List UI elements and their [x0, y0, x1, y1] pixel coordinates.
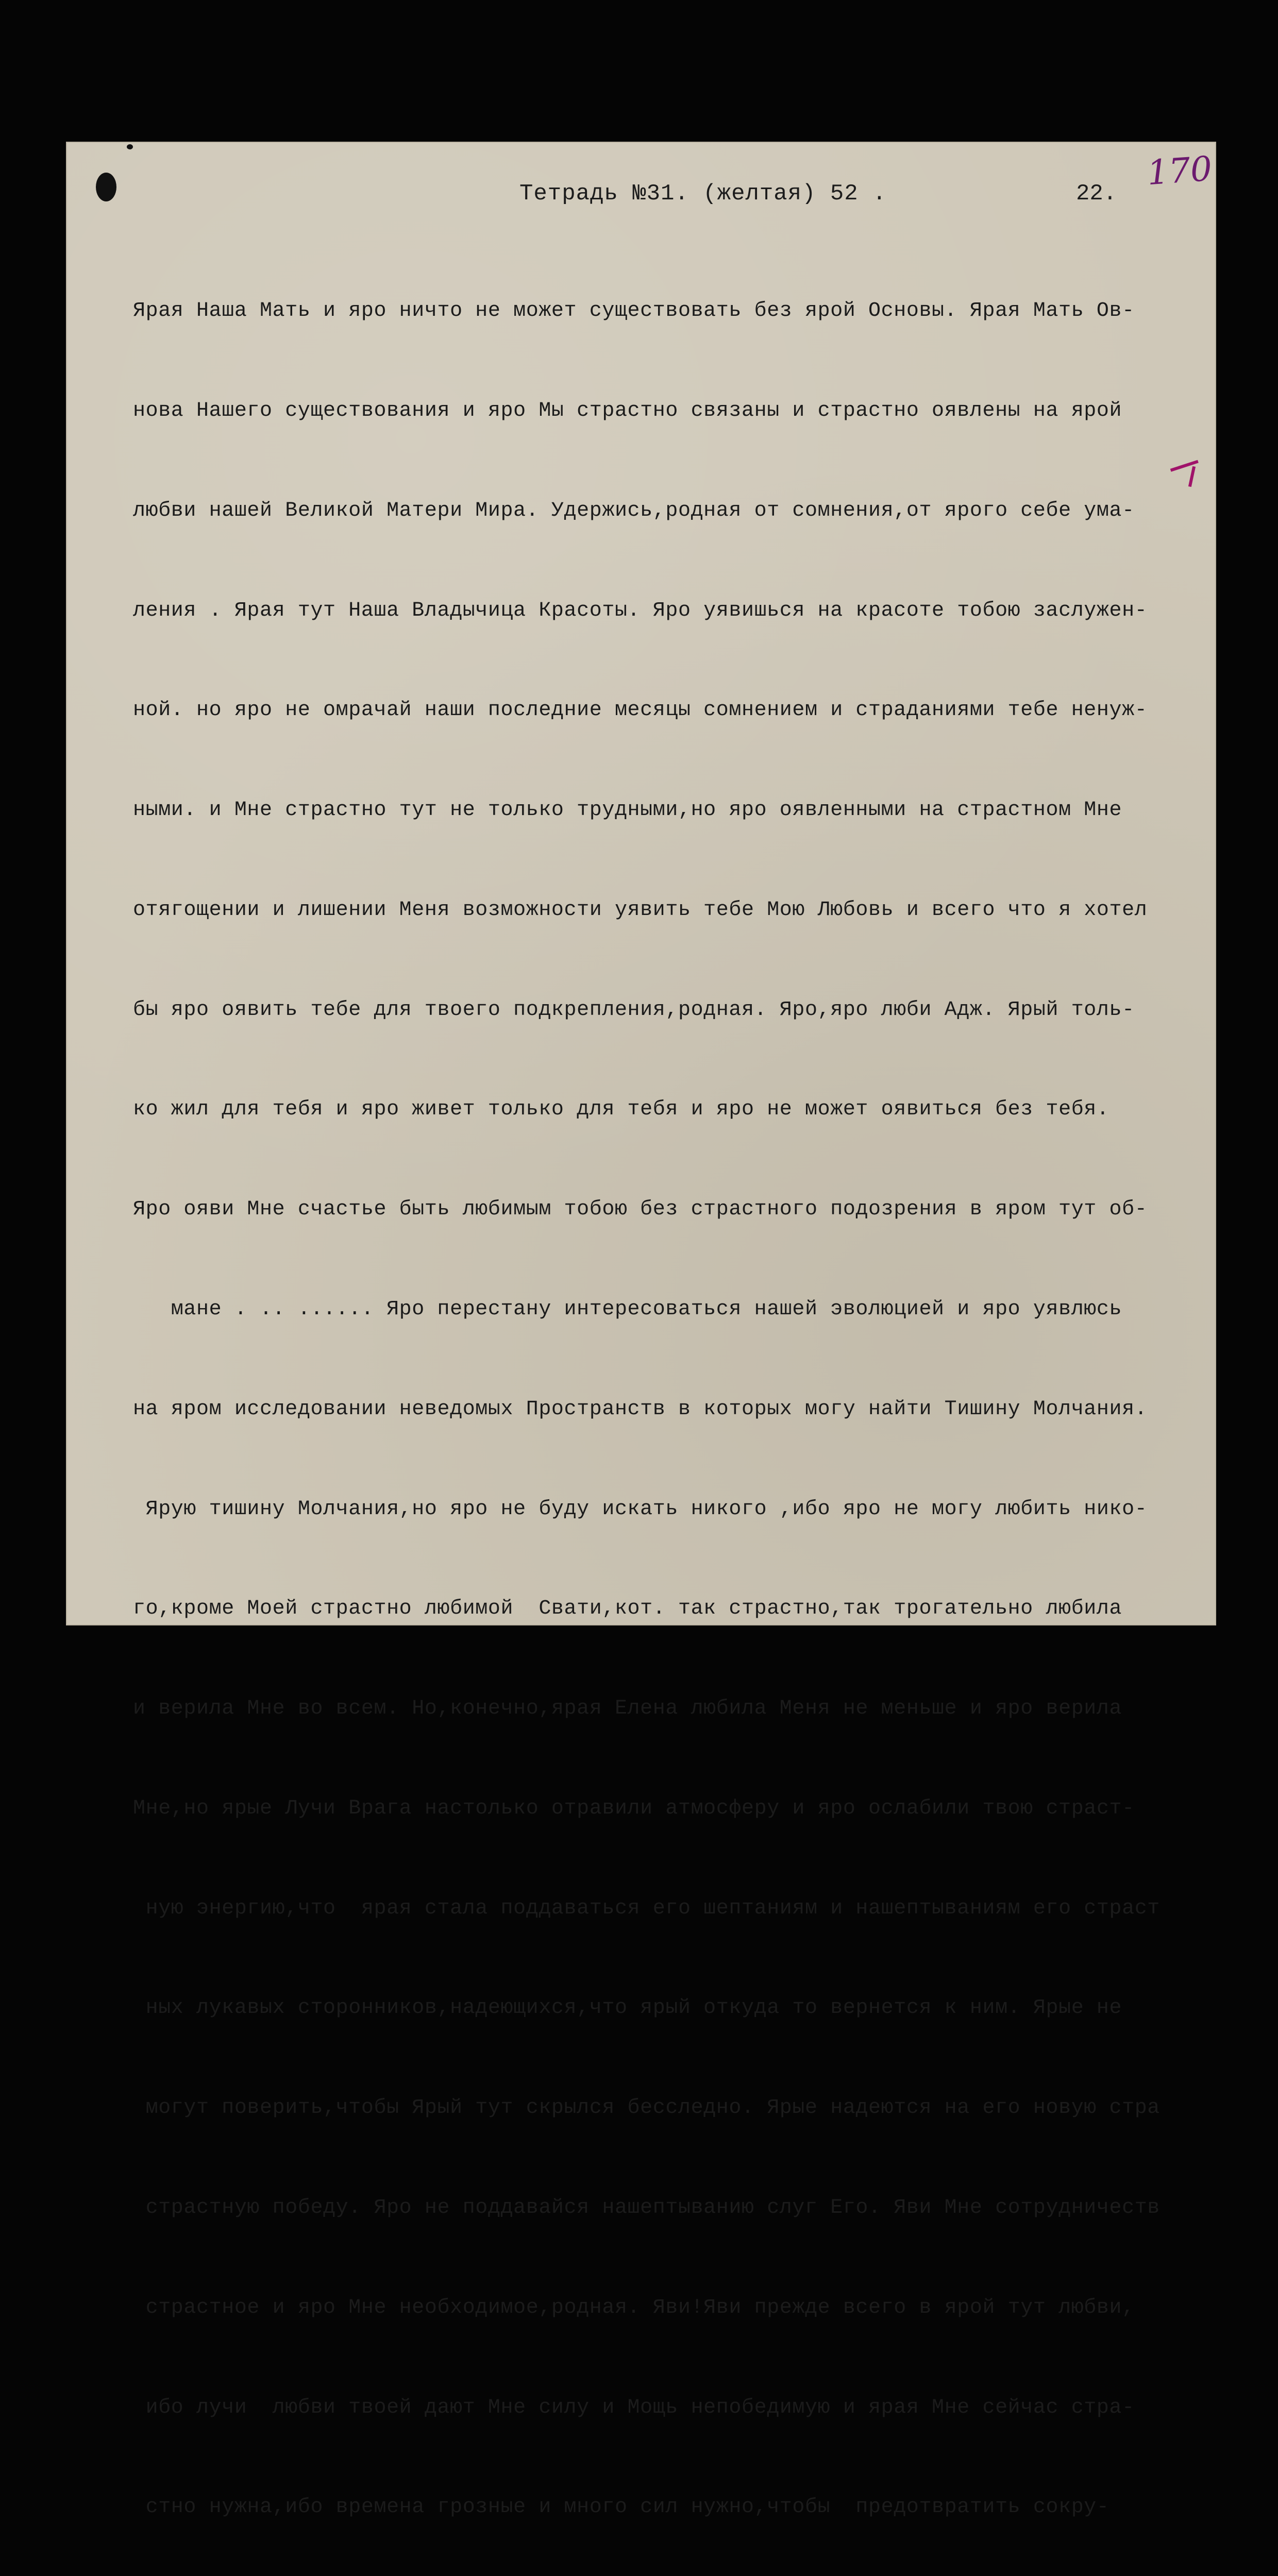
text-line: го,кроме Моей страстно любимой Свати,кот. так страстно,так трогательно любила: [133, 1597, 1122, 1621]
ink-speck: [127, 144, 133, 149]
typed-body-text: [133, 228, 1210, 2576]
text-line: отягощении и лишении Меня возможности уявить тебе Мою Любовь и всего что я хотел: [133, 898, 1148, 922]
page-number: 22.: [1076, 181, 1117, 207]
text-line: могут поверить,чтобы Ярый тут скрылся бесследно. Ярые надеются на его новую стра: [133, 2096, 1160, 2120]
text-line: ными. и Мне страстно тут не только трудными,но яро оявленными на страстном Мне: [133, 799, 1122, 822]
text-line: любви нашей Великой Матери Мира. Удержись,родная от сомнения,от ярого себе ума-: [133, 499, 1135, 522]
text-line: ной. но яро не омрачай наши последние месяцы сомнением и страданиями тебе ненуж-: [133, 699, 1148, 722]
text-line: Мне,но ярые Лучи Врага настолько отравили атмосферу и яро ослабили твою страст-: [133, 1797, 1135, 1820]
text-line: нова Нашего существования и яро Мы страстно связаны и страстно оявлены на ярой: [133, 399, 1122, 422]
handwritten-folio-number: 170: [1146, 148, 1214, 193]
text-line: Ярая Наша Мать и яро ничто не может существовать без ярой Основы. Ярая Мать Ов-: [133, 299, 1135, 323]
text-line: ную энергию,что ярая стала поддаваться его шептаниям и нашептываниям его страст: [133, 1896, 1160, 1920]
page-header: [66, 178, 1216, 219]
text-line: ления . Ярая тут Наша Владычица Красоты. Яро уявишься на красоте тобою заслужен-: [133, 599, 1148, 622]
text-line: стно нужна,ибо времена грозные и много сил нужно,чтобы предотвратить сокру-: [133, 2496, 1109, 2519]
text-line: бы яро оявить тебе для твоего подкрепления,родная. Яро,яро люби Адж. Ярый толь-: [133, 998, 1135, 1022]
text-line: и верила Мне во всем. Но,конечно,ярая Елена любила Меня не меньше и яро верила: [133, 1697, 1122, 1721]
text-line: ных лукавых сторонников,надеющихся,что ярый откуда то вернется к ним. Ярые не: [133, 1996, 1122, 2020]
notebook-title: Тетрадь №31. (желтая) 52 .: [519, 181, 887, 207]
text-line: Яро ояви Мне счастье быть любимым тобою без страстного подозрения в яром тут об-: [133, 1198, 1148, 1222]
text-line: страстную победу. Яро не поддавайся нашептыванию слуг Его. Яви Мне сотрудничеств: [133, 2196, 1160, 2220]
text-line: ко жил для тебя и яро живет только для тебя и яро не может оявиться без тебя.: [133, 1098, 1109, 1122]
document-page: [66, 142, 1216, 2519]
text-line: страстное и яро Мне необходимое,родная. Яви!Яви прежде всего в ярой тут любви,: [133, 2296, 1135, 2319]
text-line: на яром исследовании неведомых Пространств в которых могу найти Тишину Молчания.: [133, 1397, 1148, 1421]
text-line: Ярую тишину Молчания,но яро не буду искать никого ,ибо яро не могу любить нико-: [133, 1497, 1148, 1521]
text-line: ибо лучи любви твоей дают Мне силу и Мощь непобедимую и ярая Мне сейчас стра-: [133, 2396, 1135, 2419]
text-line: мане . .. ...... Яро перестану интересоваться нашей эволюцией и яро уявлюсь: [133, 1298, 1122, 1321]
